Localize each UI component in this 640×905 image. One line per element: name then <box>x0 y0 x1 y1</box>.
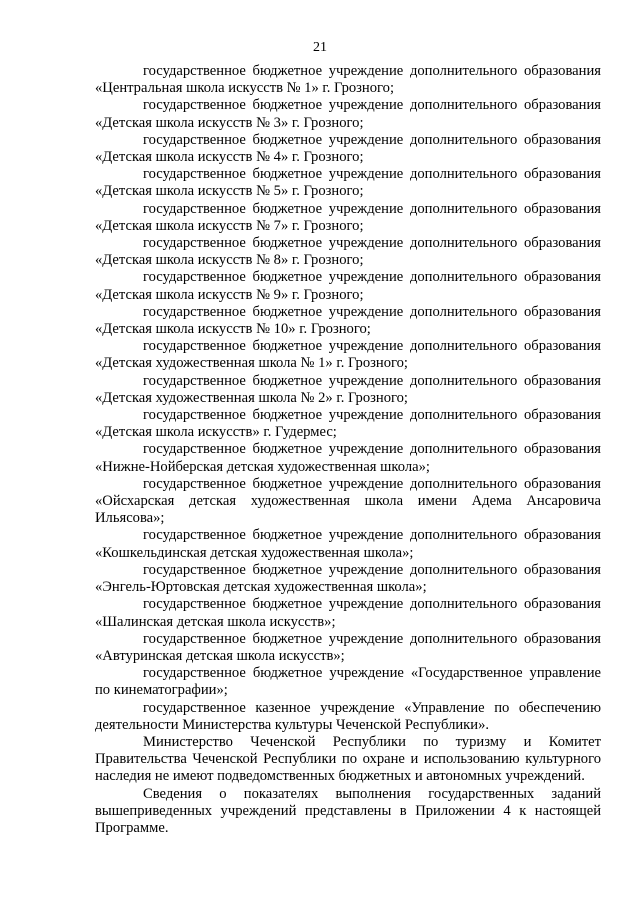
institution-type-line: государственное бюджетное учреждение дополнительного образования <box>143 596 601 613</box>
institution-name-line: деятельности Министерства культуры Чеченской Республики». <box>95 716 490 733</box>
institution-name-line: «Центральная школа искусств № 1» г. Грозного; <box>95 80 395 97</box>
institution-type-line: государственное бюджетное учреждение дополнительного образования <box>143 630 601 647</box>
institution-name-line: «Шалинская детская школа искусств»; <box>95 613 336 630</box>
closing-paragraph-line: Сведения о показателях выполнения государственных заданий <box>143 785 601 802</box>
institution-name-line: «Кошкельдинская детская художественная школа»; <box>95 544 414 561</box>
institution-name-line: «Детская школа искусств № 4» г. Грозного; <box>95 149 364 166</box>
institution-paragraph <box>95 166 601 200</box>
closing-paragraph-line: вышеприведенных учреждений представлены в Приложении 4 к настоящей <box>95 802 601 819</box>
institution-name-line: «Детская школа искусств № 9» г. Грозного; <box>95 286 364 303</box>
institution-name-line: «Детская школа искусств № 7» г. Грозного; <box>95 217 364 234</box>
institution-name-line: «Нижне-Нойберская детская художественная школа»; <box>95 458 430 475</box>
institution-name-line: по кинематографии»; <box>95 682 228 699</box>
institution-paragraph <box>95 596 601 630</box>
institution-paragraph <box>95 631 601 665</box>
institution-type-line: государственное бюджетное учреждение «Государственное управление <box>143 665 601 682</box>
institution-paragraph <box>95 132 601 166</box>
institution-paragraph <box>95 527 601 561</box>
institution-type-line: государственное бюджетное учреждение дополнительного образования <box>143 475 601 492</box>
institution-paragraph <box>95 97 601 131</box>
institution-name-line: «Ойсхарская детская художественная школа имени Адема Ансаровича Ильясова»; <box>95 493 601 527</box>
institution-name-line: «Детская школа искусств № 8» г. Грозного; <box>95 252 364 269</box>
institution-list <box>95 63 601 734</box>
institution-paragraph <box>95 407 601 441</box>
institution-type-line: государственное бюджетное учреждение дополнительного образования <box>143 407 601 424</box>
institution-type-line: государственное бюджетное учреждение дополнительного образования <box>143 200 601 217</box>
institution-type-line: государственное бюджетное учреждение дополнительного образования <box>143 235 601 252</box>
institution-type-line: государственное бюджетное учреждение дополнительного образования <box>143 561 601 578</box>
institution-name-line: «Детская школа искусств № 3» г. Грозного; <box>95 114 364 131</box>
closing-paragraph-line: наследия не имеют подведомственных бюджетных и автономных учреждений. <box>95 768 585 785</box>
institution-paragraph <box>95 338 601 372</box>
institution-name-line: «Детская школа искусств» г. Гудермес; <box>95 424 337 441</box>
institution-paragraph <box>95 63 601 97</box>
institution-type-line: государственное казенное учреждение «Управление по обеспечению <box>143 699 601 716</box>
institution-paragraph <box>95 665 601 699</box>
institution-type-line: государственное бюджетное учреждение дополнительного образования <box>143 97 601 114</box>
institution-paragraph <box>95 201 601 235</box>
institution-type-line: государственное бюджетное учреждение дополнительного образования <box>143 63 601 79</box>
institution-paragraph <box>95 562 601 596</box>
institution-name-line: «Детская школа искусств № 10» г. Грозного; <box>95 321 371 338</box>
institution-name-line: «Детская художественная школа № 1» г. Грозного; <box>95 355 408 372</box>
institution-type-line: государственное бюджетное учреждение дополнительного образования <box>143 166 601 183</box>
institution-type-line: государственное бюджетное учреждение дополнительного образования <box>143 131 601 148</box>
institution-paragraph <box>95 304 601 338</box>
institution-paragraph <box>95 476 601 528</box>
closing-paragraph <box>95 734 601 786</box>
institution-paragraph <box>95 373 601 407</box>
institution-paragraph <box>95 441 601 475</box>
closing-paragraph-line: Правительства Чеченской Республики по охране и использованию культурного <box>95 751 601 768</box>
document-body <box>95 63 601 837</box>
closing-paragraph <box>95 786 601 838</box>
closing-paragraphs <box>95 734 601 837</box>
institution-name-line: «Детская школа искусств № 5» г. Грозного; <box>95 183 364 200</box>
institution-type-line: государственное бюджетное учреждение дополнительного образования <box>143 269 601 286</box>
institution-type-line: государственное бюджетное учреждение дополнительного образования <box>143 527 601 544</box>
institution-name-line: «Энгель-Юртовская детская художественная школа»; <box>95 579 427 596</box>
institution-type-line: государственное бюджетное учреждение дополнительного образования <box>143 338 601 355</box>
institution-type-line: государственное бюджетное учреждение дополнительного образования <box>143 372 601 389</box>
institution-name-line: «Детская художественная школа № 2» г. Грозного; <box>95 389 408 406</box>
closing-paragraph-line: Министерство Чеченской Республики по туризму и Комитет <box>143 733 601 750</box>
institution-type-line: государственное бюджетное учреждение дополнительного образования <box>143 303 601 320</box>
institution-paragraph <box>95 235 601 269</box>
closing-paragraph-line: Программе. <box>95 819 169 836</box>
page-number: 21 <box>313 40 327 55</box>
institution-type-line: государственное бюджетное учреждение дополнительного образования <box>143 441 601 458</box>
institution-name-line: «Автуринская детская школа искусств»; <box>95 647 345 664</box>
institution-paragraph <box>95 700 601 734</box>
institution-paragraph <box>95 269 601 303</box>
